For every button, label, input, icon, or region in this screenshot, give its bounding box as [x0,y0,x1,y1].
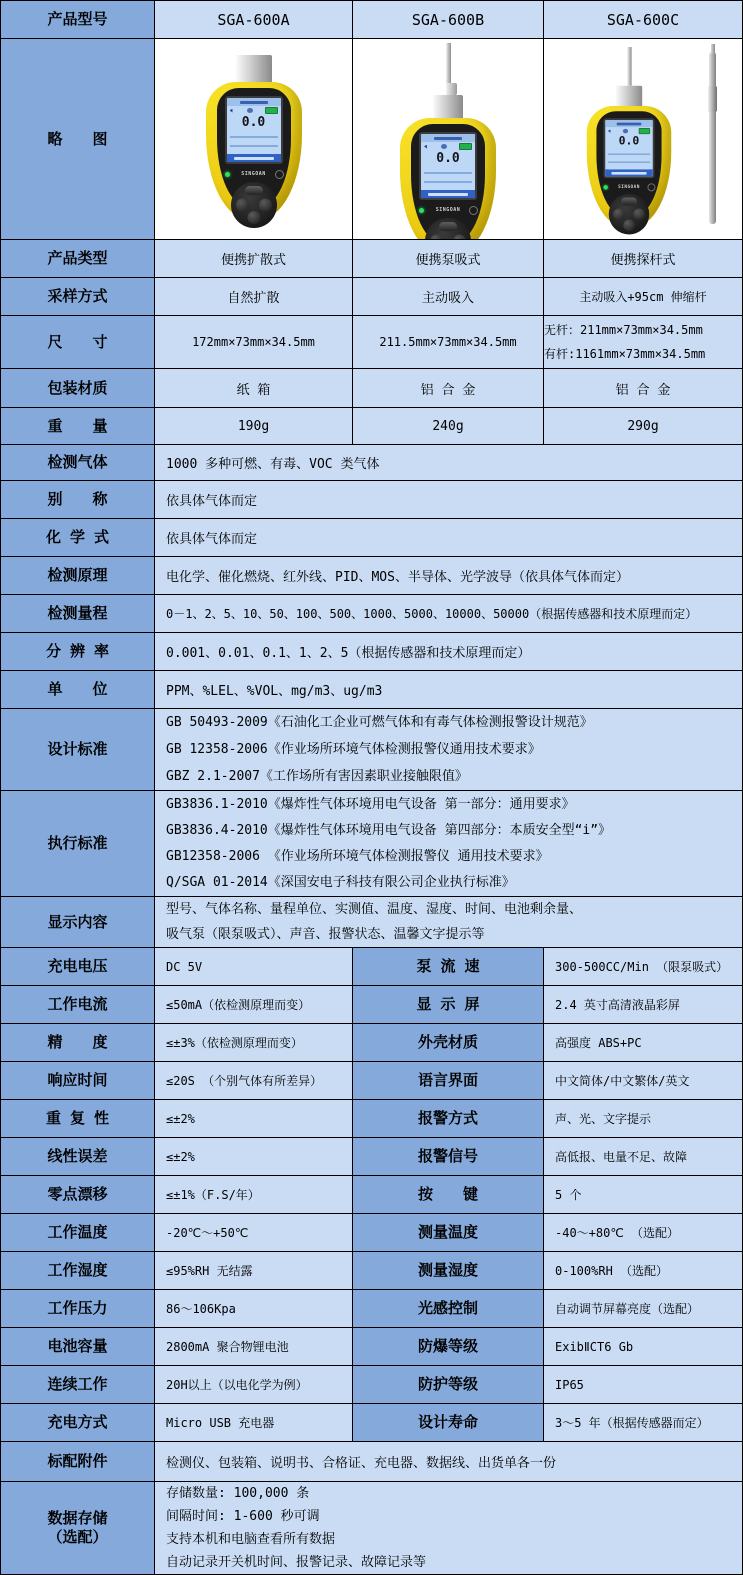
screen-time-bar [421,190,475,198]
display-screen-value: 2.4 英寸高清液晶彩屏 [544,986,742,1023]
row-sketch [1,39,742,240]
screen-reading: 0.0 [436,151,460,166]
menu-button [245,186,263,195]
row-detected-gases [1,445,742,481]
design-life-value: 3～5 年（根据传感器而定） [544,1404,742,1441]
alarm-mode-value: 声、光、文字提示 [544,1100,742,1137]
data-storage-label-line2: （选配） [47,1528,108,1546]
label-working-pressure: 工作压力 [1,1290,155,1327]
detection-principle-value: 电化学、催化燃烧、红外线、PID、MOS、半导体、光学波导（依具体气体而定） [155,557,742,594]
device-panel [217,88,291,208]
label-response-time: 响应时间 [1,1062,155,1099]
right-button [453,235,466,240]
package-b: 铝 合 金 [353,369,544,407]
label-product-model: 产品型号 [1,1,155,38]
weight-a: 190g [155,408,353,444]
label-standard-accessories: 标配附件 [1,1442,155,1481]
label-alarm-signal: 报警信号 [353,1138,544,1175]
label-continuous-work: 连续工作 [1,1366,155,1403]
brand-label: SINGOAN [618,184,640,190]
gas-detector-illustration [587,47,671,227]
keys-value: 5 个 [544,1176,742,1213]
label-design-standards: 设计标准 [1,709,155,790]
label-linearity-error: 线性误差 [1,1138,155,1175]
explosion-proof-grade-value: ExibⅡCT6 Gb [544,1328,742,1365]
working-humidity-value: ≤95%RH 无结露 [155,1252,353,1289]
left-button [236,199,249,212]
screen-time-bar [605,169,653,176]
label-design-life: 设计寿命 [353,1404,544,1441]
device-panel [411,124,485,239]
size-c-line1: 无杆：211mm×73mm×34.5mm [544,323,703,337]
enter-button [247,211,260,224]
row-package-material [1,369,742,408]
row-executive-standards [1,791,742,897]
zero-drift-value: ≤±1%（F.S/年） [155,1176,353,1213]
brand-label: SINGOAN [435,207,461,213]
model-c: SGA-600C [544,1,742,38]
label-explosion-proof-grade: 防爆等级 [353,1328,544,1365]
device-image-sga-600a [155,39,353,239]
continuous-work-value: 20H以上（以电化学为例） [155,1366,353,1403]
fan-icon [623,129,628,133]
accuracy-value: ≤±3%（依检测原理而变） [155,1024,353,1061]
working-pressure-value: 86～106Kpa [155,1290,353,1327]
label-units: 单 位 [1,671,155,708]
design-standard-line: GB 50493-2009《石油化工企业可燃气体和有毒气体检测报警设计规范》 [166,715,593,730]
button-cluster [231,182,277,228]
row-sampling-method [1,278,742,316]
row-weight [1,408,742,445]
device-body [400,118,496,239]
detected-gases-value: 1000 多种可燃、有毒、VOC 类气体 [155,445,742,480]
label-package-material: 包装材质 [1,369,155,407]
working-temperature-value: -20℃～+50℃ [155,1214,353,1251]
row-working-current-display [1,986,742,1024]
label-display-content: 显示内容 [1,897,155,947]
row-design-standards [1,709,742,791]
device-panel [596,111,661,217]
standard-accessories-value: 检测仪、包装箱、说明书、合格证、充电器、数据线、出货单各一份 [155,1442,742,1481]
label-pump-flow: 泵 流 速 [353,948,544,985]
size-c-line2: 有杆:1161mm×73mm×34.5mm [544,347,706,361]
sampling-b: 主动吸入 [353,278,544,315]
device-body [206,82,302,220]
response-time-value: ≤20S （个别气体有所差异） [155,1062,353,1099]
button-cluster [609,194,649,234]
label-detection-principle: 检测原理 [1,557,155,594]
label-charging-voltage: 充电电压 [1,948,155,985]
executive-standard-line: GB3836.4-2010《爆炸性气体环境用电气设备 第四部分：本质安全型“i”》 [166,822,612,838]
label-alias: 别 称 [1,481,155,518]
label-measure-temperature: 测量温度 [353,1214,544,1251]
pump-flow-value: 300-500CC/Min （限泵吸式） [544,948,742,985]
label-working-temperature: 工作温度 [1,1214,155,1251]
label-keys: 按 键 [353,1176,544,1213]
type-c: 便携探杆式 [544,240,742,277]
working-current-value: ≤50mA（依检测原理而变） [155,986,353,1023]
alarm-signal-value: 高低报、电量不足、故障 [544,1138,742,1175]
power-icon [647,183,655,191]
row-units [1,671,742,709]
telescopic-rod [709,52,716,224]
fan-icon [247,108,253,113]
repeatability-value: ≤±2% [155,1100,353,1137]
screen-reading: 0.0 [618,135,640,149]
display-content-line: 型号、气体名称、量程单位、实测值、温度、湿度、时间、电池剩余量、 [166,902,583,917]
row-chemical-formula [1,519,742,557]
label-detection-range: 检测量程 [1,595,155,632]
label-executive-standards: 执行标准 [1,791,155,896]
menu-button [439,222,457,231]
screen-title-bar [227,98,281,106]
charging-method-value: Micro USB 充电器 [155,1404,353,1441]
battery-capacity-value: 2800mA 聚合物锂电池 [155,1328,353,1365]
design-standard-line: GB 12358-2006《作业场所环境气体检测报警仪通用技术要求》 [166,742,541,757]
label-repeatability: 重 复 性 [1,1100,155,1137]
linearity-error-value: ≤±2% [155,1138,353,1175]
language-ui-value: 中文简体/中文繁体/英文 [544,1062,742,1099]
row-data-storage [1,1482,742,1574]
enter-button [623,219,634,230]
fan-icon [441,144,447,149]
data-storage-line: 支持本机和电脑查看所有数据 [166,1532,336,1547]
chemical-formula-value: 依具体气体而定 [155,519,742,556]
row-working-pressure-light-control [1,1290,742,1328]
screen-info-rows [608,150,650,169]
package-a: 纸 箱 [155,369,353,407]
resolution-value: 0.001、0.01、0.1、1、2、5（根据传感器和技术原理而定） [155,633,742,670]
left-button [613,208,624,219]
data-storage-label-line1: 数据存储 [47,1509,108,1528]
label-accuracy: 精 度 [1,1024,155,1061]
sampling-a: 自然扩散 [155,278,353,315]
brand-row [596,182,661,193]
gas-detector-illustration [400,43,496,239]
screen-status-bar [421,142,475,151]
detection-range-value: 0－1、2、5、10、50、100、500、1000、5000、10000、50000（根据传感器和技术原理而定） [155,595,742,632]
data-storage-value [155,1482,742,1574]
label-product-type: 产品类型 [1,240,155,277]
brand-row [411,204,485,216]
measure-humidity-value: 0-100%RH （选配） [544,1252,742,1289]
power-icon [275,170,284,179]
executive-standard-line: GB3836.1-2010《爆炸性气体环境用电气设备 第一部分：通用要求》 [166,796,575,812]
pump-probe [627,47,631,86]
label-dimensions: 尺 寸 [1,316,155,368]
sampling-c: 主动吸入+95cm 伸缩杆 [544,278,742,315]
left-button [430,235,443,240]
data-storage-line: 存储数量: 100,000 条 [166,1486,310,1501]
design-standard-line: GBZ 2.1-2007《工作场所有害因素职业接触限值》 [166,769,468,784]
model-a: SGA-600A [155,1,353,38]
label-zero-drift: 零点漂移 [1,1176,155,1213]
data-storage-line: 自动记录开关机时间、报警记录、故障记录等 [166,1555,427,1570]
light-sensing-control-value: 自动调节屏幕亮度（选配） [544,1290,742,1327]
label-sketch: 略 图 [1,39,155,239]
battery-icon [265,107,278,114]
label-alarm-mode: 报警方式 [353,1100,544,1137]
power-icon [469,206,478,215]
label-light-sensing-control: 光感控制 [353,1290,544,1327]
brand-row [217,168,291,180]
row-detection-principle [1,557,742,595]
display-content-line: 吸气泵（限泵吸式）、声音、报警状态、温馨文字提示等 [166,927,485,942]
screen-status-bar [605,127,653,135]
row-continuous-work-protection [1,1366,742,1404]
menu-button [621,197,637,205]
weight-c: 290g [544,408,742,444]
status-led [419,208,424,213]
row-working-humidity-measure-humidity [1,1252,742,1290]
screen-status-bar [227,106,281,115]
label-working-humidity: 工作湿度 [1,1252,155,1289]
label-language-ui: 语言界面 [353,1062,544,1099]
executive-standard-line: Q/SGA 01-2014《深国安电子科技有限公司企业执行标准》 [166,874,515,890]
row-response-time-language [1,1062,742,1100]
screen-info-rows [424,168,472,190]
row-accuracy-shell [1,1024,742,1062]
status-led [225,172,230,177]
row-display-content [1,897,742,948]
package-c: 铝 合 金 [544,369,742,407]
executive-standards-value [155,791,742,896]
speaker-icon [424,145,429,149]
row-standard-accessories [1,1442,742,1482]
row-resolution [1,633,742,671]
pump-probe [446,43,451,95]
device-image-sga-600b [353,39,544,239]
device-screen [419,132,477,200]
row-charging-voltage-pump-flow [1,948,742,986]
gas-detector-illustration [206,55,302,220]
screen-reading: 0.0 [241,115,266,130]
screen-title-bar [605,120,653,127]
speaker-icon [608,129,612,133]
row-linearity-alarm-signal [1,1138,742,1176]
label-shell-material: 外壳材质 [353,1024,544,1061]
battery-icon [459,143,472,150]
units-value: PPM、%LEL、%VOL、mg/m3、ug/m3 [155,671,742,708]
device-screen [225,96,283,164]
row-zero-drift-keys [1,1176,742,1214]
type-a: 便携扩散式 [155,240,353,277]
label-measure-humidity: 测量湿度 [353,1252,544,1289]
size-b: 211.5mm×73mm×34.5mm [353,316,544,368]
device-body [587,106,671,227]
device-image-sga-600c [544,39,742,239]
label-data-storage [1,1482,155,1574]
row-product-type [1,240,742,278]
row-battery-explosion-proof [1,1328,742,1366]
device-screen [603,118,654,178]
design-standards-value [155,709,742,790]
row-working-temp-measure-temp [1,1214,742,1252]
status-led [603,185,607,189]
brand-label: SINGOAN [241,171,266,177]
size-c [544,316,742,368]
row-detection-range [1,595,742,633]
speaker-icon [230,109,235,113]
right-button [633,208,644,219]
screen-info-rows [230,132,278,154]
label-working-current: 工作电流 [1,986,155,1023]
display-content-value [155,897,742,947]
screen-title-bar [421,134,475,142]
row-product-model [1,1,742,39]
data-storage-line: 间隔时间: 1-600 秒可调 [166,1509,320,1524]
label-weight: 重 量 [1,408,155,444]
model-b: SGA-600B [353,1,544,38]
measure-temperature-value: -40～+80℃ （选配） [544,1214,742,1251]
weight-b: 240g [353,408,544,444]
executive-standard-line: GB12358-2006 《作业场所环境气体检测报警仪 通用技术要求》 [166,848,549,864]
protection-grade-value: IP65 [544,1366,742,1403]
right-button [259,199,272,212]
type-b: 便携泵吸式 [353,240,544,277]
button-cluster [425,218,471,239]
size-a: 172mm×73mm×34.5mm [155,316,353,368]
label-charging-method: 充电方式 [1,1404,155,1441]
label-resolution: 分 辨 率 [1,633,155,670]
sensor-cap [236,55,272,85]
screen-time-bar [227,154,281,162]
label-sampling-method: 采样方式 [1,278,155,315]
label-detected-gases: 检测气体 [1,445,155,480]
row-alias [1,481,742,519]
row-charging-method-design-life [1,1404,742,1442]
shell-material-value: 高强度 ABS+PC [544,1024,742,1061]
label-battery-capacity: 电池容量 [1,1328,155,1365]
row-dimensions [1,316,742,369]
battery-icon [639,128,650,134]
alias-value: 依具体气体而定 [155,481,742,518]
label-chemical-formula: 化 学 式 [1,519,155,556]
label-protection-grade: 防护等级 [353,1366,544,1403]
label-display-screen: 显 示 屏 [353,986,544,1023]
row-repeatability-alarm-mode [1,1100,742,1138]
charging-voltage-value: DC 5V [155,948,353,985]
